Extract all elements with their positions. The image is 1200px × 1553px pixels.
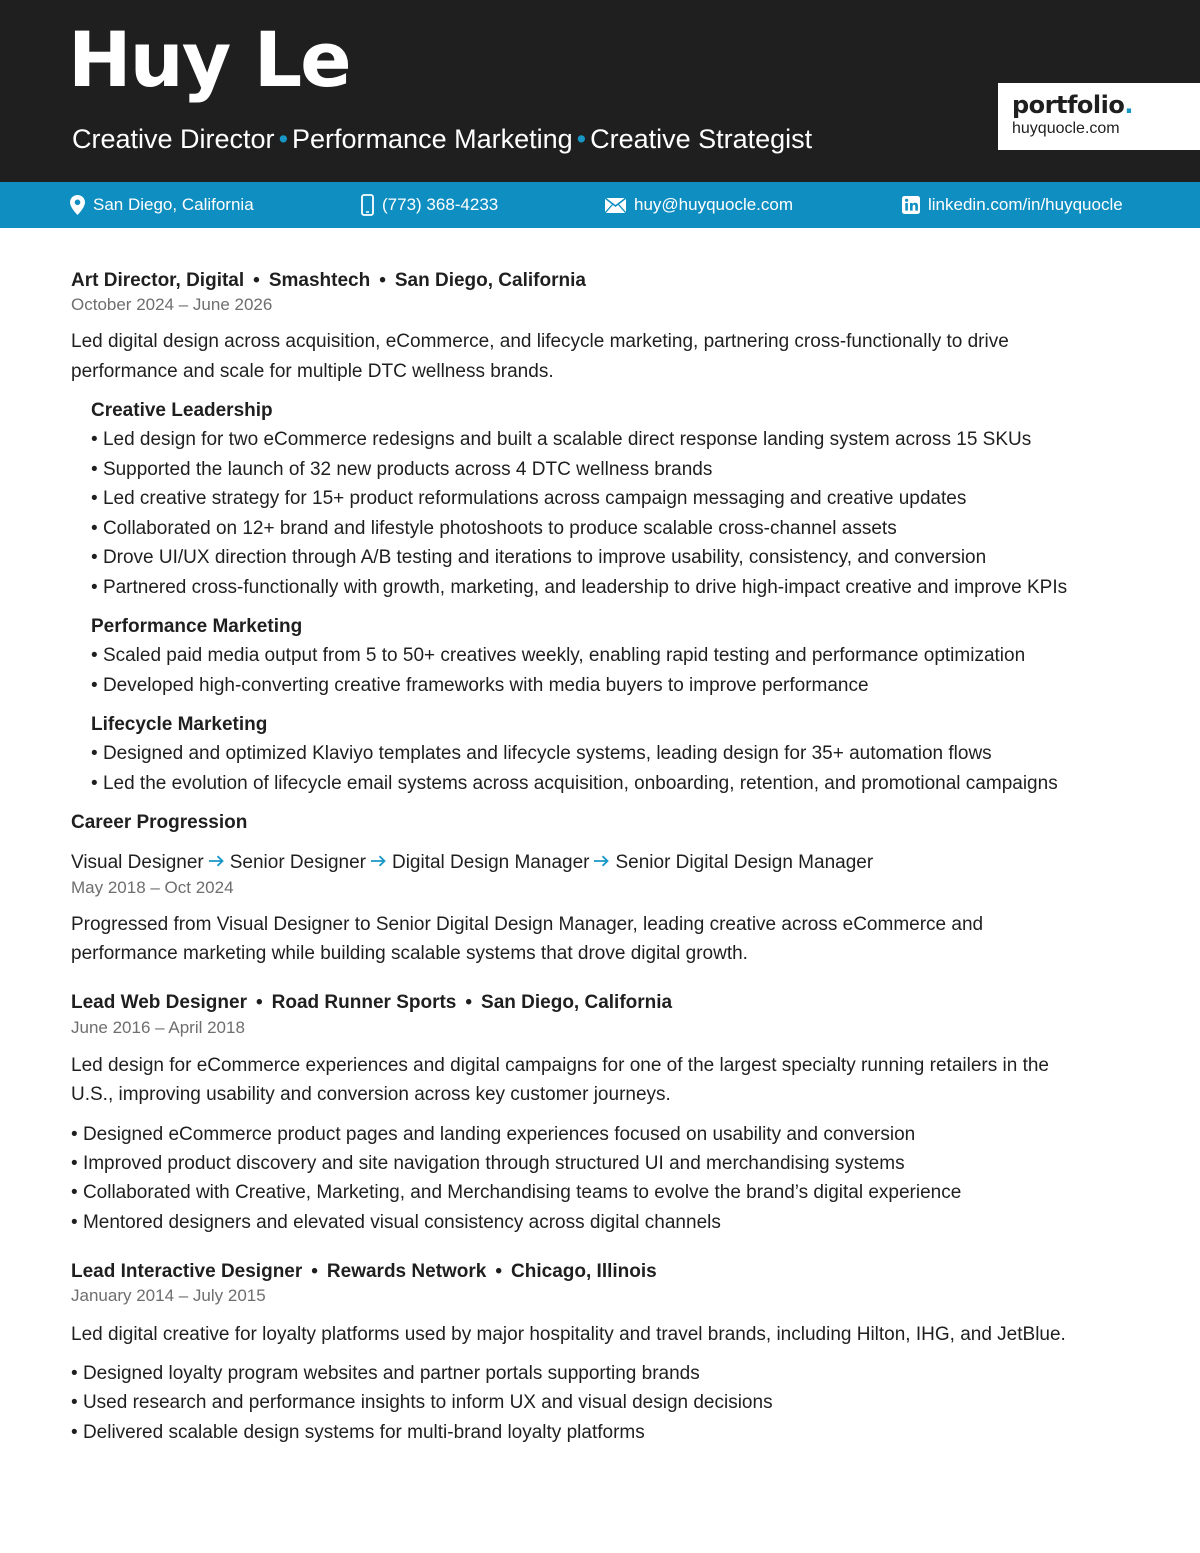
bullet-item: • Collaborated on 12+ brand and lifestyle photoshoots to produce scalable cross-channel assets [91,518,897,540]
job-dates: October 2024 – June 2026 [71,295,273,314]
career-progression-heading: Career Progression [71,812,248,833]
tagline-role-2: Performance Marketing [292,124,573,154]
career-summary-line: performance marketing while building scalable systems that drove digital growth. [71,943,748,964]
separator-dot: • [379,270,386,291]
job-heading [71,992,672,1014]
tagline-separator-dot: • [576,124,587,154]
bullet-item: • Designed loyalty program websites and partner portals supporting brands [71,1363,700,1385]
email-link[interactable]: huy@huyquocle.com [634,195,794,214]
career-step: Senior Digital Design Manager [615,852,874,874]
location-text: San Diego, California [93,195,254,214]
career-dates: May 2018 – Oct 2024 [71,878,234,897]
bullet-item: • Drove UI/UX direction through A/B testing and iterations to improve usability, consistency, and conversion [91,547,986,569]
contact-email[interactable] [605,182,793,228]
bullet-item: • Improved product discovery and site navigation through structured UI and merchandising systems [71,1153,905,1175]
job-heading [71,1261,657,1283]
job-title: Art Director, Digital [71,270,245,291]
bullet-item: • Led the evolution of lifecycle email systems across acquisition, onboarding, retention, and promotional campaigns [91,773,1058,795]
bullet-item: • Delivered scalable design systems for multi-brand loyalty platforms [71,1422,645,1444]
arrow-right-icon [209,851,225,873]
separator-dot: • [253,270,260,291]
map-pin-icon [70,195,93,215]
bullet-item: • Supported the launch of 32 new products across 4 DTC wellness brands [91,459,712,481]
phone-text[interactable]: (773) 368-4233 [382,195,499,214]
job-summary-line: U.S., improving usability and conversion across key customer journeys. [71,1084,671,1105]
job-summary-line: Led digital design across acquisition, eCommerce, and lifecycle marketing, partnering cross-functionally to drive [71,331,1009,352]
job-dates: June 2016 – April 2018 [71,1018,245,1037]
separator-dot: • [255,992,263,1013]
job-location: San Diego, California [481,992,673,1013]
contact-bar [0,182,1200,228]
portfolio-word: portfolio [1012,91,1125,119]
candidate-name: Huy Le [68,15,350,104]
arrow-right-icon [371,851,387,873]
tagline [72,124,812,155]
resume-header [0,0,1200,182]
contact-linkedin[interactable] [902,182,1123,228]
career-step: Digital Design Manager [391,852,590,874]
tagline-separator-dot: • [278,124,289,154]
bullet-item: • Designed eCommerce product pages and landing experiences focused on usability and conversion [71,1124,915,1146]
job-summary-line: Led digital creative for loyalty platforms used by major hospitality and travel brands, including Hilton, IHG, and JetBlue. [71,1324,1066,1345]
job-title: Lead Interactive Designer [71,1261,303,1282]
bullet-item: • Mentored designers and elevated visual consistency across digital channels [71,1212,721,1234]
bullet-item: • Led design for two eCommerce redesigns and built a scalable direct response landing system across 15 SKUs [91,429,1031,451]
subsection-heading: Performance Marketing [91,616,303,637]
job-company: Road Runner Sports [271,992,457,1013]
arrow-right-icon [594,851,610,873]
envelope-icon [605,198,634,213]
career-step: Visual Designer [71,852,204,874]
contact-location [70,182,254,228]
job-title: Lead Web Designer [71,992,247,1013]
bullet-item: • Collaborated with Creative, Marketing, and Merchandising teams to evolve the brand’s digital experience [71,1182,961,1204]
portfolio-badge[interactable] [998,83,1200,150]
job-dates: January 2014 – July 2015 [71,1286,266,1305]
subsection-heading: Creative Leadership [91,400,273,421]
job-heading [71,270,586,292]
bullet-item: • Used research and performance insights to inform UX and visual design decisions [71,1392,773,1414]
experience-section [0,228,1200,1553]
portfolio-dot: . [1124,91,1133,119]
career-steps [71,851,873,875]
bullet-item: • Developed high-converting creative frameworks with media buyers to improve performance [91,675,869,697]
career-step: Senior Designer [229,852,366,874]
job-location: San Diego, California [394,270,586,291]
separator-dot: • [465,992,473,1013]
career-summary-line: Progressed from Visual Designer to Senior Digital Design Manager, leading creative across eCommerce and [71,914,984,935]
bullet-item: • Scaled paid media output from 5 to 50+ creatives weekly, enabling rapid testing and performance optimization [91,645,1025,667]
job-location: Chicago, Illinois [511,1261,657,1282]
job-company: Rewards Network [326,1261,487,1282]
job-summary-line: Led design for eCommerce experiences and digital campaigns for one of the largest specialty running retailers in the [71,1055,1049,1076]
linkedin-icon [902,196,928,214]
bullet-item: • Led creative strategy for 15+ product reformulations across campaign messaging and creative updates [91,488,966,510]
separator-dot: • [311,1261,318,1282]
job-company: Smashtech [268,270,371,291]
portfolio-label [1012,91,1133,119]
contact-phone[interactable] [361,182,498,228]
bullet-item: • Designed and optimized Klaviyo templates and lifecycle systems, leading design for 35+ automation flows [91,743,992,765]
portfolio-url-link[interactable]: huyquocle.com [1012,120,1120,137]
tagline-role-1: Creative Director [72,124,275,154]
tagline-role-3: Creative Strategist [590,124,813,154]
separator-dot: • [495,1261,503,1282]
bullet-item: • Partnered cross-functionally with growth, marketing, and leadership to drive high-impact creative and improve KPIs [91,577,1067,599]
phone-icon [361,194,382,216]
linkedin-link[interactable]: linkedin.com/in/huyquocle [928,195,1123,214]
job-summary-line: performance and scale for multiple DTC wellness brands. [71,361,554,382]
subsection-heading: Lifecycle Marketing [91,714,268,735]
